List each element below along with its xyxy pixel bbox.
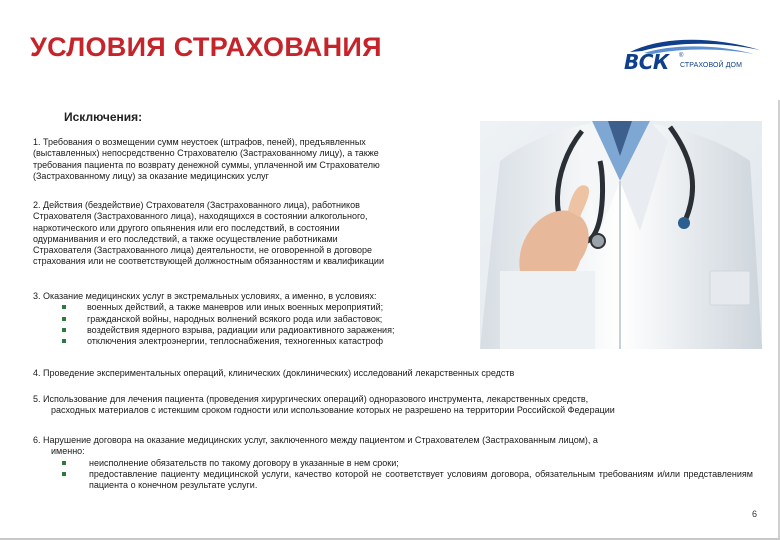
item-2-line: страхования или не соответствующей должностным обязанностям и квалификации <box>33 256 384 267</box>
item-6-heading-line: именно: <box>51 446 85 457</box>
exclusion-item-4 <box>33 368 753 379</box>
bullet-item <box>33 302 483 313</box>
logo-wordmark: ВСК <box>624 50 669 74</box>
exclusion-item-6 <box>33 435 753 491</box>
item-2-line: одурманивания и его последствий, а также осуществление работниками <box>33 233 338 244</box>
item-1-line: требования пациента по возврату денежной суммы, уплаченной им Страхователю <box>33 159 380 170</box>
bullet-text: отключения электроэнергии, теплоснабжения, техногенных катастроф <box>87 336 384 347</box>
item-2-line: Страхователя (Застрахованного лица) деятельности, не оговоренной в договоре <box>33 245 373 256</box>
square-bullet-icon <box>62 317 66 321</box>
square-bullet-icon <box>62 472 66 476</box>
bullet-item <box>33 469 753 492</box>
item-4-text: 4. Проведение экспериментальных операций, клинических (доклинических) исследований лекарственных средств <box>33 368 515 378</box>
item-5-line: 5. Использование для лечения пациента (проведения хирургических операций) одноразового инструмента, лекарственных средств, <box>33 394 589 404</box>
item-2-line: Страхователя (Застрахованного лица), находящихся в состоянии алкогольного, <box>33 211 368 222</box>
bullet-text: неисполнение обязательств по такому договору в указанные в нем сроки; <box>89 457 399 468</box>
bullet-text: воздействия ядерного взрыва, радиации или радиоактивного заражения; <box>87 324 395 335</box>
logo-tagline: СТРАХОВОЙ ДОМ <box>680 62 743 69</box>
item-5-line: расходных материалов с истекшим сроком годности или использование которых не разрешено на территории Российской Федерации <box>51 405 615 416</box>
item-1-line: 1. Требования о возмещении сумм неустоек (штрафов, пеней), предъявленных <box>33 137 366 147</box>
item-3-heading: 3. Оказание медицинских услуг в экстремальных условиях, а именно, в условиях: <box>33 291 377 301</box>
item-2-line: 2. Действия (бездействие) Страхователя (Застрахованного лица), работников <box>33 200 360 210</box>
item-2-line: наркотического или другого опьянения или его последствий, в состоянии <box>33 222 340 233</box>
bullet-item <box>33 314 483 325</box>
item-6-bullet-list <box>33 458 753 492</box>
vsk-logo <box>622 38 762 84</box>
bullet-item <box>33 458 753 469</box>
bullet-text: военных действий, а также маневров или иных военных мероприятий; <box>87 302 384 313</box>
item-1-line: (выставленных) непосредственно Страхователю (Застрахованному лицу), а также <box>33 148 379 159</box>
logo-registered: ® <box>679 53 684 59</box>
square-bullet-icon <box>62 461 66 465</box>
item-1-line: (Застрахованному лицу) за оказание медицинских услуг <box>33 170 269 181</box>
exclusion-item-2 <box>33 200 473 268</box>
item-3-bullet-list <box>33 302 483 347</box>
item-6-heading-line: 6. Нарушение договора на оказание медицинских услуг, заключенного между пациентом и Страхователем (Застрахованным лицом), а <box>33 435 598 445</box>
doctor-photo <box>480 121 762 349</box>
bullet-item <box>33 325 483 336</box>
exclusion-item-5 <box>33 394 753 417</box>
square-bullet-icon <box>62 328 66 332</box>
slide-title: УСЛОВИЯ СТРАХОВАНИЯ <box>30 32 382 62</box>
bullet-text: предоставление пациенту медицинской услуги, качество которой не соответствует условиям договора, обязательным требованиям и/или представлениям пациента о конечном результате услуги. <box>89 468 753 491</box>
square-bullet-icon <box>62 305 66 309</box>
page-number: 6 <box>752 509 758 519</box>
exclusion-item-3 <box>33 291 483 347</box>
exclusions-heading: Исключения: <box>64 110 143 124</box>
exclusion-item-1 <box>33 137 473 182</box>
bullet-text: гражданской войны, народных волнений всякого рода или забастовок; <box>87 313 383 324</box>
bullet-item <box>33 336 483 347</box>
square-bullet-icon <box>62 339 66 343</box>
